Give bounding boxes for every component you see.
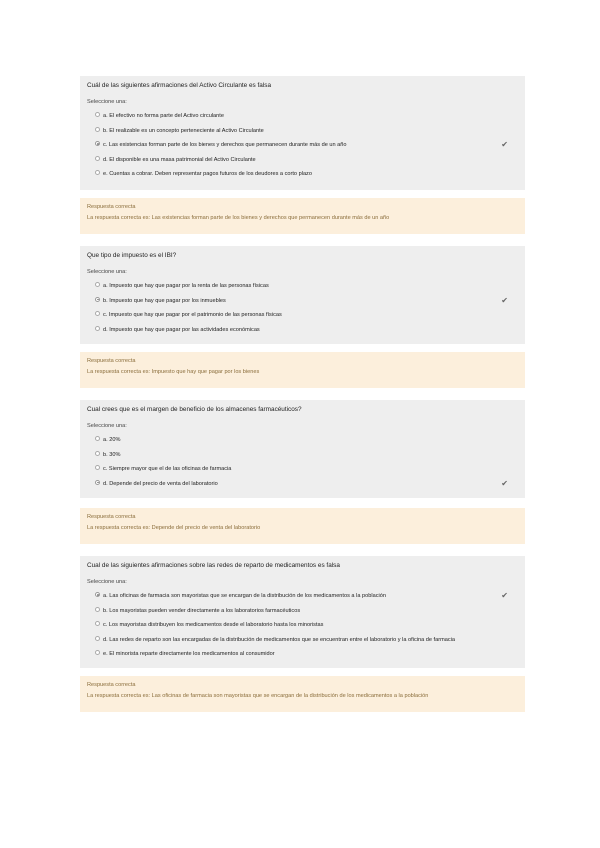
- radio-button[interactable]: [95, 311, 100, 316]
- select-label: Seleccione una:: [87, 423, 127, 429]
- question-text: Cual de las siguientes afirmaciones sobre las redes de reparto de medicamentos es falsa: [87, 562, 340, 569]
- feedback-title: Respuesta correcta: [87, 514, 136, 520]
- option-label: c. Las existencias forman parte de los bienes y derechos que permanecen durante más de un año: [103, 142, 347, 149]
- question-4: [80, 556, 525, 668]
- radio-button[interactable]: [95, 112, 100, 117]
- question-text: Que tipo de impuesto es el IBI?: [87, 252, 177, 259]
- radio-button[interactable]: [95, 127, 100, 132]
- option-label: b. Los mayoristas pueden vender directamente a los laboratorios farmacéuticos: [103, 607, 301, 614]
- feedback-text: La respuesta correcta es: Las oficinas de farmacia son mayoristas que se encargan de la distribución de los medicamentos a la población: [87, 693, 429, 699]
- radio-button-selected[interactable]: [95, 141, 100, 146]
- select-label: Seleccione una:: [87, 99, 127, 105]
- option-label: b. El realizable es un concepto perteneciente al Activo Circulante: [103, 127, 264, 134]
- option-label: a. El efectivo no forma parte del Activo circulante: [103, 113, 224, 119]
- option-label: e. El minorista reparte directamente los medicamentos al consumidor: [103, 651, 275, 658]
- question-text: Cuál de las siguientes afirmaciones del Activo Circulante es falsa: [87, 82, 272, 89]
- answer-option[interactable]: [87, 153, 518, 168]
- option-label: c. Siempre mayor que el de las oficinas de farmacia: [103, 466, 232, 473]
- answer-option[interactable]: [87, 167, 518, 182]
- answer-option[interactable]: [87, 604, 518, 619]
- select-label: Seleccione una:: [87, 579, 127, 585]
- feedback-text: La respuesta correcta es: Las existencias forman parte de los bienes y derechos que permanecen durante más de un año: [87, 215, 390, 221]
- answer-option[interactable]: [87, 477, 518, 492]
- option-label: d. Depende del precio de venta del laboratorio: [103, 480, 218, 487]
- check-icon: ✔: [501, 591, 508, 600]
- radio-button[interactable]: [95, 621, 100, 626]
- select-label: Seleccione una:: [87, 269, 127, 275]
- radio-button-selected[interactable]: [95, 592, 100, 597]
- feedback-4: [80, 676, 525, 712]
- radio-button[interactable]: [95, 436, 100, 441]
- answer-option[interactable]: [87, 109, 518, 124]
- answer-option[interactable]: [87, 279, 518, 294]
- option-label: d. Impuesto que hay que pagar por las actividades económicas: [103, 326, 260, 333]
- answer-option[interactable]: [87, 294, 518, 309]
- radio-button-selected[interactable]: [95, 297, 100, 302]
- option-label: b. Impuesto que hay que pagar por los inmuebles: [103, 297, 226, 304]
- radio-button[interactable]: [95, 282, 100, 287]
- option-label: c. Impuesto que hay que pagar por el patrimonio de las personas físicas: [103, 312, 282, 319]
- check-icon: ✔: [501, 478, 508, 488]
- feedback-1: [80, 198, 525, 234]
- question-2: [80, 246, 525, 344]
- option-label: a. Las oficinas de farmacia son mayoristas que se encargan de la distribución de los medicamentos a la población: [103, 593, 386, 599]
- feedback-title: Respuesta correcta: [87, 358, 136, 364]
- radio-button[interactable]: [95, 451, 100, 456]
- radio-button[interactable]: [95, 156, 100, 161]
- option-label: e. Cuentas a cobrar. Deben representar pagos futuros de los deudores a corto plazo: [103, 171, 312, 178]
- check-icon: ✔: [501, 295, 508, 305]
- question-text: Cual crees que es el margen de beneficio de los almacenes farmacéuticos?: [87, 406, 302, 413]
- option-label: b. 30%: [103, 451, 121, 458]
- answer-option[interactable]: [87, 433, 518, 448]
- option-label: d. El disponible es una masa patrimonial del Activo Circulante: [103, 156, 256, 163]
- answer-option[interactable]: [87, 138, 518, 153]
- radio-button[interactable]: [95, 326, 100, 331]
- answer-option[interactable]: [87, 308, 518, 323]
- option-label: c. Los mayoristas distribuyen los medicamentos desde el laboratorio hasta los minoristas: [103, 622, 324, 629]
- question-1: [80, 76, 525, 190]
- feedback-text: La respuesta correcta es: Depende del precio de venta del laboratorio: [87, 525, 261, 531]
- radio-button[interactable]: [95, 170, 100, 175]
- option-label: a. Impuesto que hay que pagar por la renta de las personas físicas: [103, 283, 269, 289]
- feedback-text: La respuesta correcta es: Impuesto que hay que pagar por los bienes: [87, 369, 260, 375]
- answer-option[interactable]: [87, 124, 518, 139]
- answer-option[interactable]: [87, 647, 518, 662]
- radio-button[interactable]: [95, 650, 100, 655]
- option-label: d. Las redes de reparto son las encargadas de la distribución de medicamentos que se encuentran entre el laboratorio y la oficina de farmacia: [103, 636, 455, 643]
- feedback-2: [80, 352, 525, 388]
- answer-option[interactable]: [87, 589, 518, 604]
- answer-option[interactable]: [87, 448, 518, 463]
- question-3: [80, 400, 525, 498]
- feedback-3: [80, 508, 525, 544]
- feedback-title: Respuesta correcta: [87, 682, 136, 688]
- radio-button-selected[interactable]: [95, 480, 100, 485]
- answer-option[interactable]: [87, 323, 518, 338]
- radio-button[interactable]: [95, 636, 100, 641]
- answer-option[interactable]: [87, 462, 518, 477]
- check-icon: ✔: [501, 140, 508, 150]
- feedback-title: Respuesta correcta: [87, 204, 136, 210]
- radio-button[interactable]: [95, 607, 100, 612]
- radio-button[interactable]: [95, 465, 100, 470]
- answer-option[interactable]: [87, 633, 518, 648]
- answer-option[interactable]: [87, 618, 518, 633]
- option-label: a. 20%: [103, 437, 121, 443]
